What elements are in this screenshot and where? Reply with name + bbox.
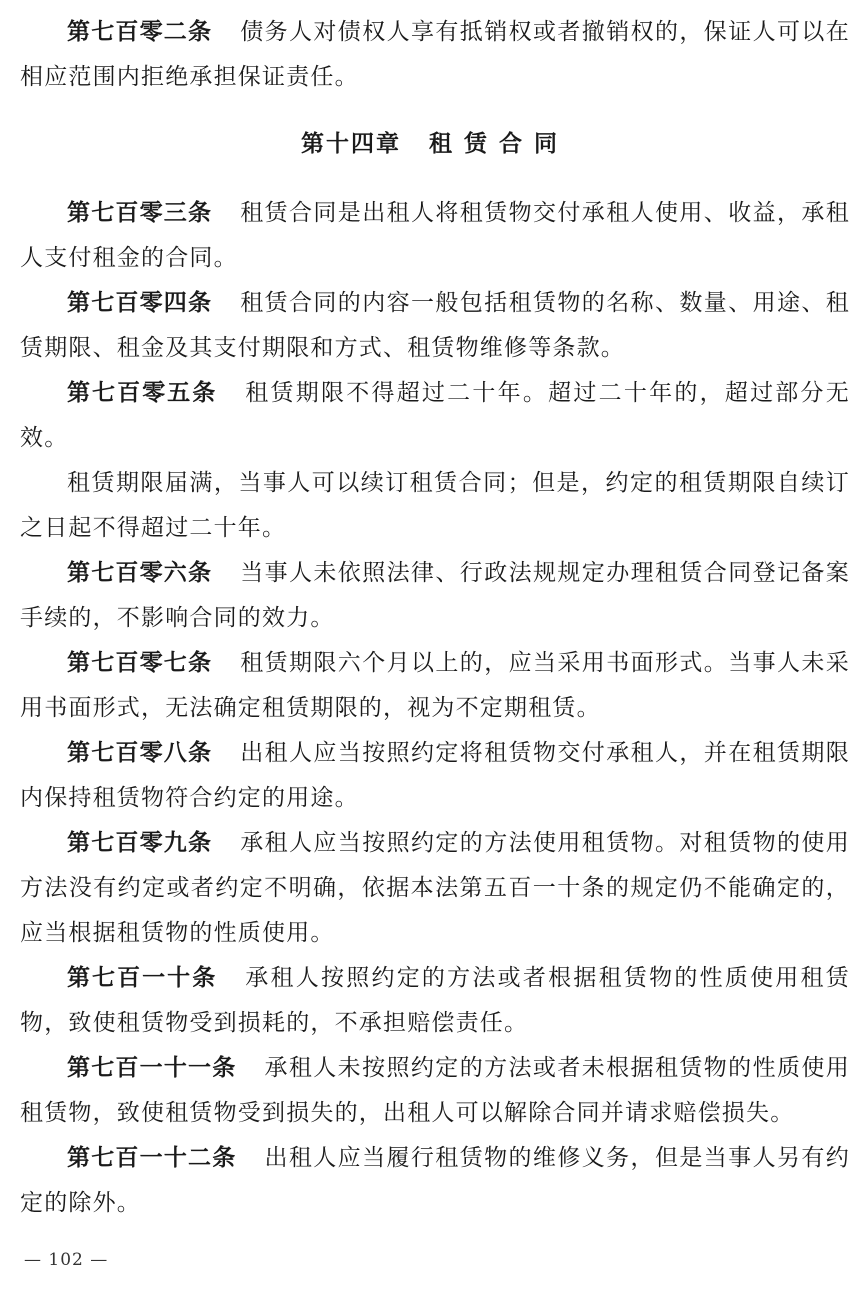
article-text: 出租人应当按照约定将租赁物交付承租人，并在租赁期限内保持租赁物符合约定的用途。 [20, 740, 851, 811]
article-number: 第七百零八条 [67, 740, 213, 766]
article-text: 出租人应当履行租赁物的维修义务，但是当事人另有约定的除外。 [20, 1145, 850, 1216]
article-text: 当事人未依照法律、行政法规规定办理租赁合同登记备案手续的，不影响合同的效力。 [20, 560, 851, 631]
article-712 [20, 1136, 850, 1226]
article-number: 第七百一十二条 [67, 1145, 237, 1171]
chapter-title: 租赁合同 [429, 131, 569, 157]
article-705 [20, 371, 850, 461]
article-text: 租赁合同的内容一般包括租赁物的名称、数量、用途、租赁期限、租金及其支付期限和方式、租赁物维修等条款。 [20, 290, 851, 361]
article-number: 第七百零二条 [67, 19, 213, 45]
article-text: 承租人未按照约定的方法或者未根据租赁物的性质使用租赁物，致使租赁物受到损失的，出租人可以解除合同并请求赔偿损失。 [20, 1055, 850, 1126]
article-706 [20, 551, 850, 641]
article-number: 第七百一十条 [67, 965, 218, 991]
article-text: 租赁期限不得超过二十年。超过二十年的，超过部分无效。 [20, 380, 850, 451]
article-text: 债务人对债权人享有抵销权或者撤销权的，保证人可以在相应范围内拒绝承担保证责任。 [20, 19, 851, 90]
article-number: 第七百零五条 [67, 380, 218, 406]
article-709 [20, 821, 850, 956]
article-710 [20, 956, 850, 1046]
article-number: 第七百一十一条 [67, 1055, 237, 1081]
article-708 [20, 731, 850, 821]
article-702 [20, 10, 850, 100]
article-text: 租赁合同是出租人将租赁物交付承租人使用、收益，承租人支付租金的合同。 [20, 200, 851, 271]
article-text: 承租人按照约定的方法或者根据租赁物的性质使用租赁物，致使租赁物受到损耗的，不承担赔偿责任。 [20, 965, 850, 1036]
article-703 [20, 191, 850, 281]
article-707 [20, 641, 850, 731]
chapter-number: 第十四章 [301, 131, 401, 157]
chapter-heading [20, 122, 850, 167]
article-705-paragraph-2 [20, 461, 850, 551]
article-number: 第七百零六条 [67, 560, 213, 586]
article-number: 第七百零九条 [67, 830, 213, 856]
article-text: 租赁期限六个月以上的，应当采用书面形式。当事人未采用书面形式，无法确定租赁期限的，视为不定期租赁。 [20, 650, 851, 721]
article-number: 第七百零七条 [67, 650, 213, 676]
document-page [20, 10, 850, 1226]
page-number: — 102 — [24, 1250, 109, 1270]
article-number: 第七百零四条 [67, 290, 213, 316]
article-711 [20, 1046, 850, 1136]
article-text: 承租人应当按照约定的方法使用租赁物。对租赁物的使用方法没有约定或者约定不明确，依据本法第五百一十条的规定仍不能确定的，应当根据租赁物的性质使用。 [20, 830, 851, 946]
article-number: 第七百零三条 [67, 200, 213, 226]
article-text: 租赁期限届满，当事人可以续订租赁合同；但是，约定的租赁期限自续订之日起不得超过二十年。 [20, 470, 850, 541]
article-704 [20, 281, 850, 371]
